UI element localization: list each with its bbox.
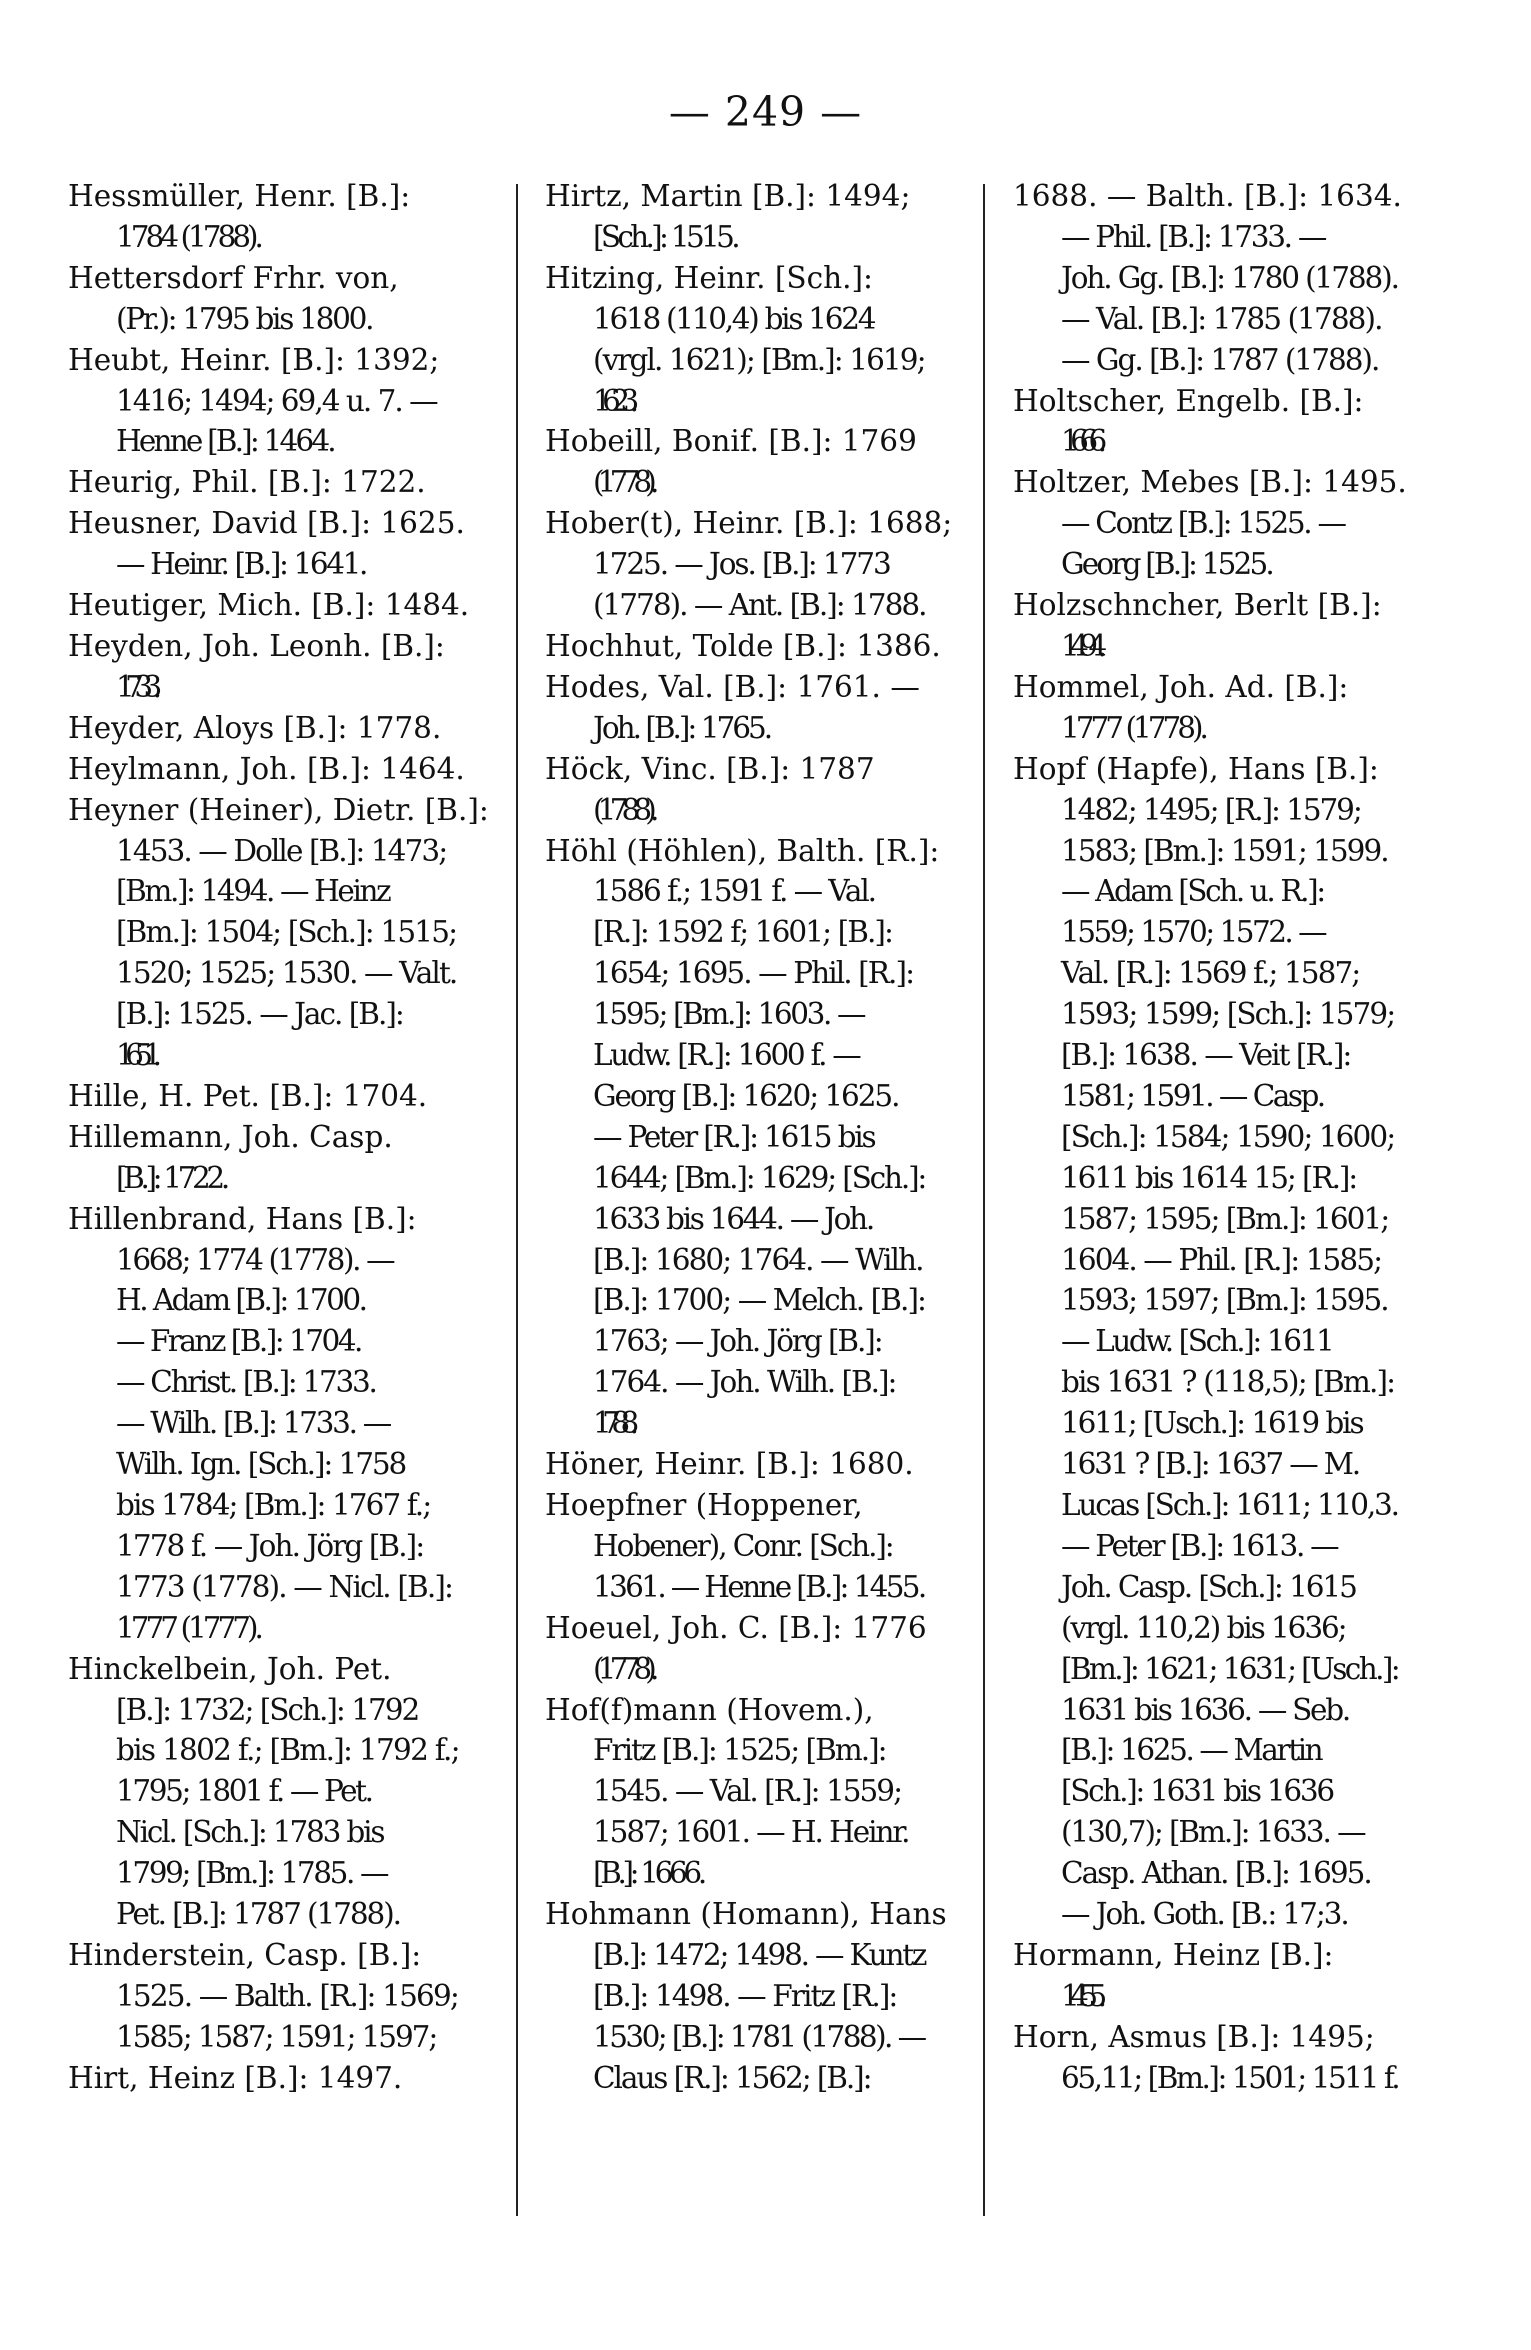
entry-continuation-line: 1631 bis 1636. — Seb. xyxy=(1061,1692,1349,1727)
register-entry xyxy=(68,790,510,1076)
entry-continuation-line: [B.]: 1680; 1764. — Wilh. xyxy=(593,1242,923,1277)
entry-continuation-line: Fritz [B.]: 1525; [Bm.]: xyxy=(593,1733,886,1768)
register-entry xyxy=(545,667,973,749)
register-entry xyxy=(1013,2017,1446,2099)
entry-headline: Höner, Heinr. [B.]: 1680. xyxy=(545,1447,914,1482)
register-entry xyxy=(545,1894,973,2099)
entry-headline: Hochhut, Tolde [B.]: 1386. xyxy=(545,628,941,663)
column-left xyxy=(68,176,510,2099)
entry-continuation-line: 1788. xyxy=(593,1406,630,1441)
entry-continuation-line: 1644; [Bm.]: 1629; [Sch.]: xyxy=(593,1160,926,1195)
entry-headline: Hopf (Hapfe), Hans [B.]: xyxy=(1013,751,1379,786)
entry-continuation-line: 1633 bis 1644. — Joh. xyxy=(593,1201,873,1236)
entry-continuation-line: 65,11; [Bm.]: 1501; 1511 f. xyxy=(1061,2060,1399,2095)
entry-continuation-line: [B.]: 1638. — Veit [R.]: xyxy=(1061,1038,1351,1073)
entry-continuation-line: 1559; 1570; 1572. — xyxy=(1061,915,1326,950)
register-entry xyxy=(545,176,973,258)
column-divider-right xyxy=(983,184,985,2216)
entry-continuation-line: — Val. [B.]: 1785 (1788). xyxy=(1061,301,1382,336)
entry-headline: Hober(t), Heinr. [B.]: 1688; xyxy=(545,506,953,541)
entry-continuation-line: Joh. Gg. [B.]: 1780 (1788). xyxy=(1061,260,1398,295)
entry-continuation-line: 1666. xyxy=(1061,424,1098,459)
entry-continuation-line: Lucas [Sch.]: 1611; 110,3. xyxy=(1061,1488,1398,1522)
entry-continuation-line: [R.]: 1592 f; 1601; [B.]: xyxy=(593,915,893,950)
entry-continuation-line: (vrgl. 110,2) bis 1636; xyxy=(1061,1610,1346,1645)
entry-headline: Hirtz, Martin [B.]: 1494; xyxy=(545,179,911,213)
register-entry xyxy=(68,749,510,790)
entry-continuation-line: Pet. [B.]: 1787 (1788). xyxy=(116,1897,400,1932)
column-right xyxy=(1013,176,1446,2099)
entry-headline: Hodes, Val. [B.]: 1761. — xyxy=(545,669,920,704)
entry-continuation-line: 1623. xyxy=(593,383,630,418)
entry-headline: Holtzer, Mebes [B.]: 1495. xyxy=(1013,465,1407,500)
entry-headline: Heyden, Joh. Leonh. [B.]: xyxy=(68,628,445,663)
entry-continuation-line: 1611; [Usch.]: 1619 bis xyxy=(1061,1406,1363,1441)
entry-headline: Heutiger, Mich. [B.]: 1484. xyxy=(68,588,470,623)
entry-continuation-line: 1604. — Phil. [R.]: 1585; xyxy=(1061,1242,1382,1277)
entry-continuation-line: — Heinr. [B.]: 1641. xyxy=(116,547,366,582)
entry-continuation-line: 1494. xyxy=(1061,628,1098,663)
register-entry xyxy=(68,1935,510,2058)
entry-headline: Hillenbrand, Hans [B.]: xyxy=(68,1201,417,1236)
entry-continuation-line: 1777 (1777). xyxy=(116,1610,260,1645)
entry-continuation-line: 1545. — Val. [R.]: 1559; xyxy=(593,1774,902,1809)
entry-headline: Hommel, Joh. Ad. [B.]: xyxy=(1013,669,1349,704)
register-entry xyxy=(68,503,510,585)
entry-continuation-line: 1593; 1599; [Sch.]: 1579; xyxy=(1061,997,1395,1032)
entry-continuation-line: — Christ. [B.]: 1733. xyxy=(116,1365,376,1400)
register-entry xyxy=(545,258,973,422)
entry-headline: Hille, H. Pet. [B.]: 1704. xyxy=(68,1078,428,1113)
register-entry xyxy=(545,1444,973,1485)
register-entry xyxy=(545,626,973,667)
entry-continuation-line: [Bm.]: 1504; [Sch.]: 1515; xyxy=(116,915,457,950)
entry-continuation-line: 1581; 1591. — Casp. xyxy=(1061,1078,1324,1113)
entry-continuation-line: (1788). xyxy=(593,792,653,827)
register-entry xyxy=(68,626,510,708)
entry-continuation-line: 1595; [Bm.]: 1603. — xyxy=(593,997,865,1032)
entry-continuation-line: [B.]: 1525. — Jac. [B.]: xyxy=(116,997,403,1032)
entry-continuation-line: H. Adam [B.]: 1700. xyxy=(116,1283,366,1318)
entry-continuation-line: 1773 (1778). — Nicl. [B.]: xyxy=(116,1569,453,1604)
entry-continuation-line: — Contz [B.]: 1525. — xyxy=(1061,506,1345,541)
register-entry xyxy=(545,1690,973,1895)
entry-continuation-line: 1654; 1695. — Phil. [R.]: xyxy=(593,956,914,991)
entry-headline: Hessmüller, Henr. [B.]: xyxy=(68,179,411,213)
register-entry xyxy=(1013,585,1446,667)
entry-continuation-line: Casp. Athan. [B.]: 1695. xyxy=(1061,1856,1371,1891)
entry-continuation-line: [B.]: 1732; [Sch.]: 1792 xyxy=(116,1692,419,1727)
entry-continuation-line: — Wilh. [B.]: 1733. — xyxy=(116,1406,391,1441)
entry-continuation-line: 1361. — Henne [B.]: 1455. xyxy=(593,1569,925,1604)
page-number: — 249 — xyxy=(668,88,863,136)
entry-continuation-line: bis 1802 f.; [Bm.]: 1792 f.; xyxy=(116,1733,459,1768)
entry-continuation-line: 1764. — Joh. Wilh. [B.]: xyxy=(593,1365,896,1400)
entry-continuation-line: 1587; 1595; [Bm.]: 1601; xyxy=(1061,1201,1389,1236)
entry-headline: 1688. — Balth. [B.]: 1634. xyxy=(1013,179,1402,213)
entry-continuation-line: [Sch.]: 1515. xyxy=(593,219,737,254)
entry-continuation-line: — Adam [Sch. u. R.]: xyxy=(1061,874,1324,909)
entry-continuation-line: — Joh. Goth. [B.: 17;3. xyxy=(1061,1897,1348,1932)
register-entry xyxy=(68,2058,510,2099)
entry-continuation-line: (130,7); [Bm.]: 1633. — xyxy=(1061,1815,1365,1850)
entry-continuation-line: 1611 bis 1614 15; [R.]: xyxy=(1061,1160,1357,1195)
entry-headline: Hobeill, Bonif. [B.]: 1769 xyxy=(545,424,917,459)
entry-continuation-line: [B.]: 1625. — Martin xyxy=(1061,1733,1322,1768)
entry-continuation-line: (1778). — Ant. [B.]: 1788. xyxy=(593,588,926,623)
entry-continuation-line: 1583; [Bm.]: 1591; 1599. xyxy=(1061,833,1388,868)
entry-continuation-line: bis 1631 ? (118,5); [Bm.]: xyxy=(1061,1365,1395,1400)
entry-continuation-line: — Ludw. [Sch.]: 1611 xyxy=(1061,1324,1333,1359)
entry-headline: Hormann, Heinz [B.]: xyxy=(1013,1937,1334,1972)
entry-continuation-line: 1530; [B.]: 1781 (1788). — xyxy=(593,2019,925,2054)
entry-continuation-line: 1587; 1601. — H. Heinr. xyxy=(593,1815,909,1850)
entry-continuation-line: 1520; 1525; 1530. — Valt. xyxy=(116,956,457,991)
entry-continuation-line: [Sch.]: 1584; 1590; 1600; xyxy=(1061,1119,1395,1154)
entry-headline: Horn, Asmus [B.]: 1495; xyxy=(1013,2019,1375,2054)
entry-continuation-line: [Bm.]: 1494. — Heinz xyxy=(116,874,390,909)
register-entry xyxy=(545,421,973,503)
entry-continuation-line: [B.]: 1700; — Melch. [B.]: xyxy=(593,1283,926,1318)
entry-headline: Hettersdorf Frhr. von, xyxy=(68,260,399,295)
register-entry xyxy=(68,1076,510,1117)
entry-continuation-line: (1778). xyxy=(593,1651,653,1686)
entry-headline: Heubt, Heinr. [B.]: 1392; xyxy=(68,342,440,377)
entry-continuation-line: 1668; 1774 (1778). — xyxy=(116,1242,394,1277)
register-entry xyxy=(68,462,510,503)
register-entry xyxy=(1013,749,1446,1935)
entry-headline: Hirt, Heinz [B.]: 1497. xyxy=(68,2060,403,2095)
entry-continuation-line: 1482; 1495; [R.]: 1579; xyxy=(1061,792,1361,827)
entry-continuation-line: 1453. — Dolle [B.]: 1473; xyxy=(116,833,447,868)
entry-continuation-line: 1778 f. — Joh. Jörg [B.]: xyxy=(116,1528,424,1563)
entry-continuation-line: bis 1784; [Bm.]: 1767 f.; xyxy=(116,1488,431,1522)
register-entry xyxy=(68,1117,510,1199)
entry-continuation-line: Nicl. [Sch.]: 1783 bis xyxy=(116,1815,384,1850)
entry-continuation-line: Ludw. [R.]: 1600 f. — xyxy=(593,1038,860,1073)
entry-continuation-line: Georg [B.]: 1620; 1625. xyxy=(593,1078,899,1113)
entry-continuation-line: [Sch.]: 1631 bis 1636 xyxy=(1061,1774,1333,1809)
entry-continuation-line: [B.]: 1666. xyxy=(593,1856,703,1891)
entry-continuation-line: 1733. xyxy=(116,669,153,704)
entry-continuation-line: Claus [R.]: 1562; [B.]: xyxy=(593,2060,871,2095)
entry-continuation-line: — Peter [R.]: 1615 bis xyxy=(593,1119,875,1154)
register-entry xyxy=(1013,1935,1446,2017)
entry-headline: Höhl (Höhlen), Balth. [R.]: xyxy=(545,833,940,868)
entry-headline: Hoeuel, Joh. C. [B.]: 1776 xyxy=(545,1610,927,1645)
register-entry xyxy=(1013,381,1446,463)
entry-continuation-line: Wilh. Ign. [Sch.]: 1758 xyxy=(116,1447,406,1482)
entry-continuation-line: — Phil. [B.]: 1733. — xyxy=(1061,219,1326,254)
entry-headline: Hillemann, Joh. Casp. xyxy=(68,1119,393,1154)
entry-continuation-line: (1778). xyxy=(593,465,653,500)
entry-headline: Heurig, Phil. [B.]: 1722. xyxy=(68,465,426,500)
entry-continuation-line: 1618 (110,4) bis 1624 xyxy=(593,301,875,336)
register-entry xyxy=(68,340,510,463)
entry-headline: Hinderstein, Casp. [B.]: xyxy=(68,1937,422,1972)
entry-continuation-line: 1777 (1778). xyxy=(1061,710,1205,745)
entry-headline: Hitzing, Heinr. [Sch.]: xyxy=(545,260,873,295)
column-middle xyxy=(545,176,973,2099)
entry-headline: Holtscher, Engelb. [B.]: xyxy=(1013,383,1364,418)
entry-continuation-line: [B.]: 1472; 1498. — Kuntz xyxy=(593,1937,926,1972)
entry-continuation-line: Joh. [B.]: 1765. xyxy=(593,710,771,745)
entry-continuation-line: 1795; 1801 f. — Pet. xyxy=(116,1774,372,1809)
entry-headline: Holzschncher, Berlt [B.]: xyxy=(1013,588,1382,623)
register-entry xyxy=(68,176,510,258)
entry-continuation-line: 1784 (1788). xyxy=(116,219,260,254)
entry-continuation-line: 1416; 1494; 69,4 u. 7. — xyxy=(116,383,437,418)
register-entry xyxy=(68,1199,510,1649)
entry-continuation-line: [B.]: 1722. xyxy=(116,1160,226,1195)
entry-continuation-line: Val. [R.]: 1569 f.; 1587; xyxy=(1061,956,1360,991)
register-entry xyxy=(68,708,510,749)
entry-headline: Hinckelbein, Joh. Pet. xyxy=(68,1651,392,1686)
register-entry xyxy=(68,585,510,626)
register-entry xyxy=(1013,176,1446,381)
register-entry xyxy=(545,1485,973,1608)
register-entry xyxy=(545,1608,973,1690)
entry-continuation-line: Joh. Casp. [Sch.]: 1615 xyxy=(1061,1569,1356,1604)
entry-headline: Heylmann, Joh. [B.]: 1464. xyxy=(68,751,465,786)
entry-continuation-line: 1631 ? [B.]: 1637 — M. xyxy=(1061,1447,1359,1482)
entry-continuation-line: [B.]: 1498. — Fritz [R.]: xyxy=(593,1978,897,2013)
entry-continuation-line: 1585; 1587; 1591; 1597; xyxy=(116,2019,437,2054)
entry-continuation-line: 1525. — Balth. [R.]: 1569; xyxy=(116,1978,458,2013)
entry-headline: Hohmann (Homann), Hans xyxy=(545,1897,947,1932)
entry-continuation-line: 1593; 1597; [Bm.]: 1595. xyxy=(1061,1283,1388,1318)
entry-continuation-line: 1725. — Jos. [B.]: 1773 xyxy=(593,547,890,582)
entry-continuation-line: 1799; [Bm.]: 1785. — xyxy=(116,1856,388,1891)
entry-continuation-line: — Gg. [B.]: 1787 (1788). xyxy=(1061,342,1379,377)
entry-continuation-line: [Bm.]: 1621; 1631; [Usch.]: xyxy=(1061,1651,1399,1686)
entry-headline: Höck, Vinc. [B.]: 1787 xyxy=(545,751,875,786)
entry-headline: Heyner (Heiner), Dietr. [B.]: xyxy=(68,792,489,827)
register-entry xyxy=(68,1649,510,1935)
register-entry xyxy=(1013,462,1446,585)
entry-continuation-line: — Peter [B.]: 1613. — xyxy=(1061,1528,1338,1563)
register-entry xyxy=(545,831,973,1445)
register-entry xyxy=(545,503,973,626)
entry-headline: Heusner, David [B.]: 1625. xyxy=(68,506,465,541)
register-entry xyxy=(545,749,973,831)
entry-continuation-line: Hobener), Conr. [Sch.]: xyxy=(593,1528,893,1563)
entry-continuation-line: (vrgl. 1621); [Bm.]: 1619; xyxy=(593,342,925,377)
entry-continuation-line: 1455. xyxy=(1061,1978,1098,2013)
entry-continuation-line: 1651. xyxy=(116,1038,153,1073)
column-divider-left xyxy=(516,184,518,2216)
entry-headline: Heyder, Aloys [B.]: 1778. xyxy=(68,710,442,745)
register-entry xyxy=(68,258,510,340)
entry-continuation-line: 1763; — Joh. Jörg [B.]: xyxy=(593,1324,882,1359)
register-entry xyxy=(1013,667,1446,749)
entry-continuation-line: 1586 f.; 1591 f. — Val. xyxy=(593,874,875,909)
entry-continuation-line: — Franz [B.]: 1704. xyxy=(116,1324,361,1359)
entry-headline: Hof(f)mann (Hovem.), xyxy=(545,1692,874,1727)
entry-continuation-line: Henne [B.]: 1464. xyxy=(116,424,334,459)
entry-continuation-line: (Pr.): 1795 bis 1800. xyxy=(116,301,373,336)
entry-continuation-line: Georg [B.]: 1525. xyxy=(1061,547,1272,582)
entry-headline: Hoepfner (Hoppener, xyxy=(545,1488,863,1522)
